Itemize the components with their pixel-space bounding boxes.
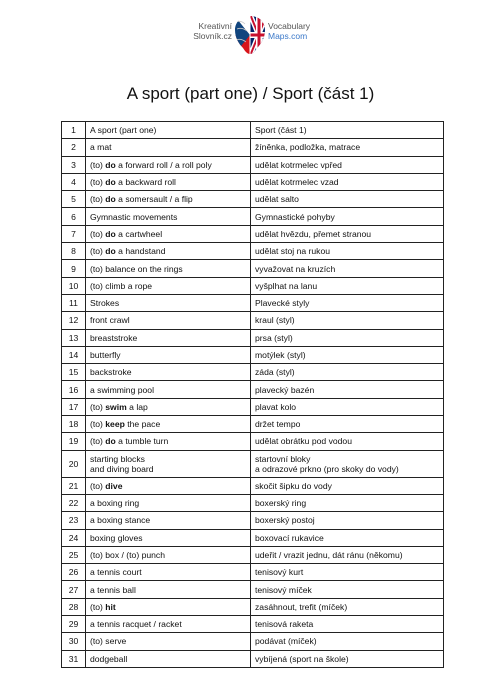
row-number: 6	[62, 208, 86, 225]
table-row	[62, 529, 444, 546]
english-term-part: do	[105, 194, 116, 205]
table-row	[62, 494, 444, 511]
table-row	[62, 477, 444, 494]
czech-translation	[251, 598, 444, 615]
row-number: 7	[62, 225, 86, 242]
czech-translation-line: tenisový míček	[255, 584, 312, 595]
table-row	[62, 191, 444, 208]
row-number: 2	[62, 139, 86, 156]
english-term	[86, 433, 251, 450]
czech-translation-line: držet tempo	[255, 419, 301, 430]
english-term-part: a forward roll / a roll poly	[115, 159, 212, 170]
row-number: 17	[62, 398, 86, 415]
english-term	[86, 312, 251, 329]
english-term-part: keep	[105, 419, 125, 430]
english-term-line: (to) balance on the rings	[90, 263, 183, 274]
czech-translation-line: prsa (styl)	[255, 332, 293, 343]
czech-translation	[251, 260, 444, 277]
english-term-part: (to)	[90, 419, 106, 430]
english-term	[86, 616, 251, 633]
table-row	[62, 650, 444, 667]
czech-translation	[251, 398, 444, 415]
english-term-part: do	[105, 177, 116, 188]
english-term-part: (to)	[90, 401, 106, 412]
czech-translation-line: kraul (styl)	[255, 315, 295, 326]
english-term-line: Strokes	[90, 298, 120, 309]
english-term-part: (to)	[90, 246, 106, 257]
page-header	[0, 14, 501, 56]
english-term	[86, 139, 251, 156]
czech-translation-line: plavat kolo	[255, 401, 297, 412]
czech-translation-line: boxerský ring	[255, 498, 307, 509]
english-term-line: (to) box / (to) punch	[90, 549, 165, 560]
english-term-line: front crawl	[90, 315, 130, 326]
czech-translation-line: tenisová raketa	[255, 619, 314, 630]
english-term	[86, 581, 251, 598]
table-row	[62, 225, 444, 242]
english-term	[86, 477, 251, 494]
english-term	[86, 173, 251, 190]
table-row	[62, 156, 444, 173]
row-number: 8	[62, 243, 86, 260]
czech-translation	[251, 364, 444, 381]
table-row	[62, 598, 444, 615]
english-term	[86, 633, 251, 650]
english-term	[86, 398, 251, 415]
english-term-part: the pace	[124, 419, 161, 430]
czech-translation	[251, 312, 444, 329]
czech-translation-line: a odrazové prkno (pro skoky do vody)	[255, 463, 399, 474]
row-number: 28	[62, 598, 86, 615]
czech-translation-line: udeřit / vrazit jednu, dát ránu (někomu)	[255, 549, 403, 560]
brand-vocabulary-maps[interactable]	[268, 21, 338, 41]
english-term-part: a backward roll	[115, 177, 176, 188]
czech-translation-line: plavecký bazén	[255, 384, 315, 395]
table-row	[62, 512, 444, 529]
english-term-part: do	[105, 159, 116, 170]
english-term	[86, 346, 251, 363]
czech-translation	[251, 564, 444, 581]
czech-translation	[251, 529, 444, 546]
czech-translation	[251, 546, 444, 563]
czech-translation	[251, 381, 444, 398]
english-term	[86, 191, 251, 208]
table-row	[62, 122, 444, 139]
english-term-line: a mat	[90, 142, 112, 153]
english-term-part: (to)	[90, 159, 106, 170]
czech-translation	[251, 208, 444, 225]
czech-translation	[251, 581, 444, 598]
czech-translation-line: žíněnka, podložka, matrace	[255, 142, 361, 153]
english-term-part: hit	[105, 601, 116, 612]
english-term	[86, 512, 251, 529]
table-row	[62, 433, 444, 450]
english-term-part: a somersault / a flip	[115, 194, 193, 205]
english-term-part: a lap	[126, 401, 148, 412]
english-term-part: swim	[105, 401, 127, 412]
table-row	[62, 329, 444, 346]
english-term	[86, 450, 251, 477]
english-term	[86, 225, 251, 242]
english-term-line: boxing gloves	[90, 532, 143, 543]
czech-translation	[251, 433, 444, 450]
english-term-line: backstroke	[90, 367, 132, 378]
row-number: 3	[62, 156, 86, 173]
czech-translation-line: vyvažovat na kruzích	[255, 263, 336, 274]
table-row	[62, 398, 444, 415]
czech-translation	[251, 494, 444, 511]
english-term-part: (to)	[90, 177, 106, 188]
english-term	[86, 598, 251, 615]
english-term-part: dive	[105, 480, 123, 491]
brand-kreativni-slovnik[interactable]	[182, 21, 232, 41]
row-number: 16	[62, 381, 86, 398]
english-term-part: (to)	[90, 228, 106, 239]
table-row	[62, 616, 444, 633]
row-number: 15	[62, 364, 86, 381]
row-number: 14	[62, 346, 86, 363]
english-term	[86, 122, 251, 139]
row-number: 31	[62, 650, 86, 667]
czech-translation-line: motýlek (styl)	[255, 350, 306, 360]
czech-translation-line: Plavecké styly	[255, 298, 310, 309]
czech-translation	[251, 616, 444, 633]
english-term-line: (to) serve	[90, 636, 127, 647]
czech-translation-line: boxovací rukavice	[255, 532, 324, 543]
table-row	[62, 564, 444, 581]
row-number: 10	[62, 277, 86, 294]
vocabulary-table	[61, 121, 444, 668]
czech-translation-line: podávat (míček)	[255, 636, 317, 647]
english-term-part: a handstand	[115, 246, 166, 257]
english-term-part: a cartwheel	[115, 228, 163, 239]
english-term-part: do	[105, 246, 116, 257]
czech-translation	[251, 156, 444, 173]
english-term	[86, 650, 251, 667]
page-title: A sport (part one) / Sport (část 1)	[126, 84, 375, 103]
brand-left-line2: Slovník.cz	[193, 31, 232, 41]
english-term-part: (to)	[90, 436, 106, 447]
english-term-part: (to)	[90, 480, 106, 491]
row-number: 24	[62, 529, 86, 546]
english-term	[86, 277, 251, 294]
row-number: 18	[62, 416, 86, 433]
english-term-line: Gymnastic movements	[90, 211, 178, 222]
english-term	[86, 416, 251, 433]
czech-translation	[251, 294, 444, 311]
row-number: 30	[62, 633, 86, 650]
row-number: 1	[62, 122, 86, 139]
czech-translation	[251, 139, 444, 156]
english-term-part: do	[105, 228, 116, 239]
czech-translation	[251, 191, 444, 208]
english-term	[86, 381, 251, 398]
table-row	[62, 294, 444, 311]
table-row	[62, 450, 444, 477]
czech-translation-line: skočit šipku do vody	[255, 480, 332, 491]
row-number: 19	[62, 433, 86, 450]
czech-translation	[251, 450, 444, 477]
czech-translation	[251, 416, 444, 433]
row-number: 29	[62, 616, 86, 633]
english-term	[86, 294, 251, 311]
czech-translation-line: udělat stoj na rukou	[255, 246, 331, 257]
table-row	[62, 546, 444, 563]
czech-translation	[251, 277, 444, 294]
row-number: 5	[62, 191, 86, 208]
czech-translation-line: udělat obrátku pod vodou	[255, 436, 352, 447]
czech-translation-line: zasáhnout, trefit (míček)	[255, 601, 348, 612]
brand-right-line1: Vocabulary	[268, 21, 311, 31]
czech-translation-line: vybíjená (sport na škole)	[255, 653, 349, 664]
table-row	[62, 260, 444, 277]
czech-translation	[251, 346, 444, 363]
row-number: 20	[62, 450, 86, 477]
czech-translation-line: udělat hvězdu, přemet stranou	[255, 228, 372, 239]
english-term-line: a tennis ball	[90, 584, 136, 595]
czech-translation	[251, 477, 444, 494]
row-number: 4	[62, 173, 86, 190]
row-number: 22	[62, 494, 86, 511]
czech-translation	[251, 633, 444, 650]
czech-translation-line: tenisový kurt	[255, 567, 304, 578]
table-row	[62, 381, 444, 398]
english-term-line: a boxing stance	[90, 515, 151, 526]
english-term	[86, 564, 251, 581]
czech-translation-line: udělat kotrmelec vzad	[255, 177, 339, 188]
english-term	[86, 546, 251, 563]
czech-translation	[251, 225, 444, 242]
english-term	[86, 260, 251, 277]
czech-translation-line: boxerský postoj	[255, 515, 315, 526]
table-row	[62, 312, 444, 329]
czech-translation-line: startovní bloky	[255, 453, 311, 464]
table-row	[62, 243, 444, 260]
brain-flag-logo-icon	[233, 14, 267, 56]
english-term	[86, 329, 251, 346]
english-term-line: starting blocks	[90, 453, 145, 464]
english-term-part: do	[105, 436, 116, 447]
english-term-line: butterfly	[90, 350, 121, 360]
czech-translation	[251, 243, 444, 260]
row-number: 21	[62, 477, 86, 494]
brand-right-line2: Maps.com	[268, 31, 308, 41]
english-term-line: breaststroke	[90, 332, 138, 343]
english-term	[86, 529, 251, 546]
english-term-line: a boxing ring	[90, 498, 140, 509]
czech-translation	[251, 173, 444, 190]
table-row	[62, 139, 444, 156]
english-term-line: a swimming pool	[90, 384, 154, 395]
row-number: 26	[62, 564, 86, 581]
english-term	[86, 494, 251, 511]
row-number: 13	[62, 329, 86, 346]
english-term-line: and diving board	[90, 463, 154, 474]
row-number: 23	[62, 512, 86, 529]
english-term-line: (to) climb a rope	[90, 280, 153, 291]
english-term	[86, 364, 251, 381]
english-term-part: (to)	[90, 194, 106, 205]
czech-translation-line: vyšplhat na lanu	[255, 280, 318, 291]
czech-translation	[251, 512, 444, 529]
czech-translation-line: udělat kotrmelec vpřed	[255, 159, 342, 170]
english-term-line: dodgeball	[90, 653, 128, 664]
row-number: 27	[62, 581, 86, 598]
table-row	[62, 208, 444, 225]
english-term	[86, 243, 251, 260]
english-term-line: a tennis racquet / racket	[90, 619, 182, 630]
table-row	[62, 633, 444, 650]
czech-translation-line: Gymnastické pohyby	[255, 211, 335, 222]
table-row	[62, 364, 444, 381]
table-row	[62, 277, 444, 294]
table-row	[62, 416, 444, 433]
english-term-line: A sport (part one)	[90, 125, 157, 136]
table-row	[62, 581, 444, 598]
table-row	[62, 173, 444, 190]
table-row	[62, 346, 444, 363]
czech-translation	[251, 650, 444, 667]
brand-left-line1: Kreativní	[198, 21, 232, 31]
english-term	[86, 208, 251, 225]
row-number: 12	[62, 312, 86, 329]
row-number: 25	[62, 546, 86, 563]
english-term	[86, 156, 251, 173]
czech-translation-line: záda (styl)	[255, 367, 295, 378]
czech-translation-line: Sport (část 1)	[255, 125, 307, 136]
english-term-part: (to)	[90, 601, 106, 612]
english-term-part: a tumble turn	[115, 436, 169, 447]
row-number: 9	[62, 260, 86, 277]
czech-translation-line: udělat salto	[255, 194, 299, 205]
czech-translation	[251, 329, 444, 346]
english-term-line: a tennis court	[90, 567, 142, 578]
czech-translation	[251, 122, 444, 139]
row-number: 11	[62, 294, 86, 311]
